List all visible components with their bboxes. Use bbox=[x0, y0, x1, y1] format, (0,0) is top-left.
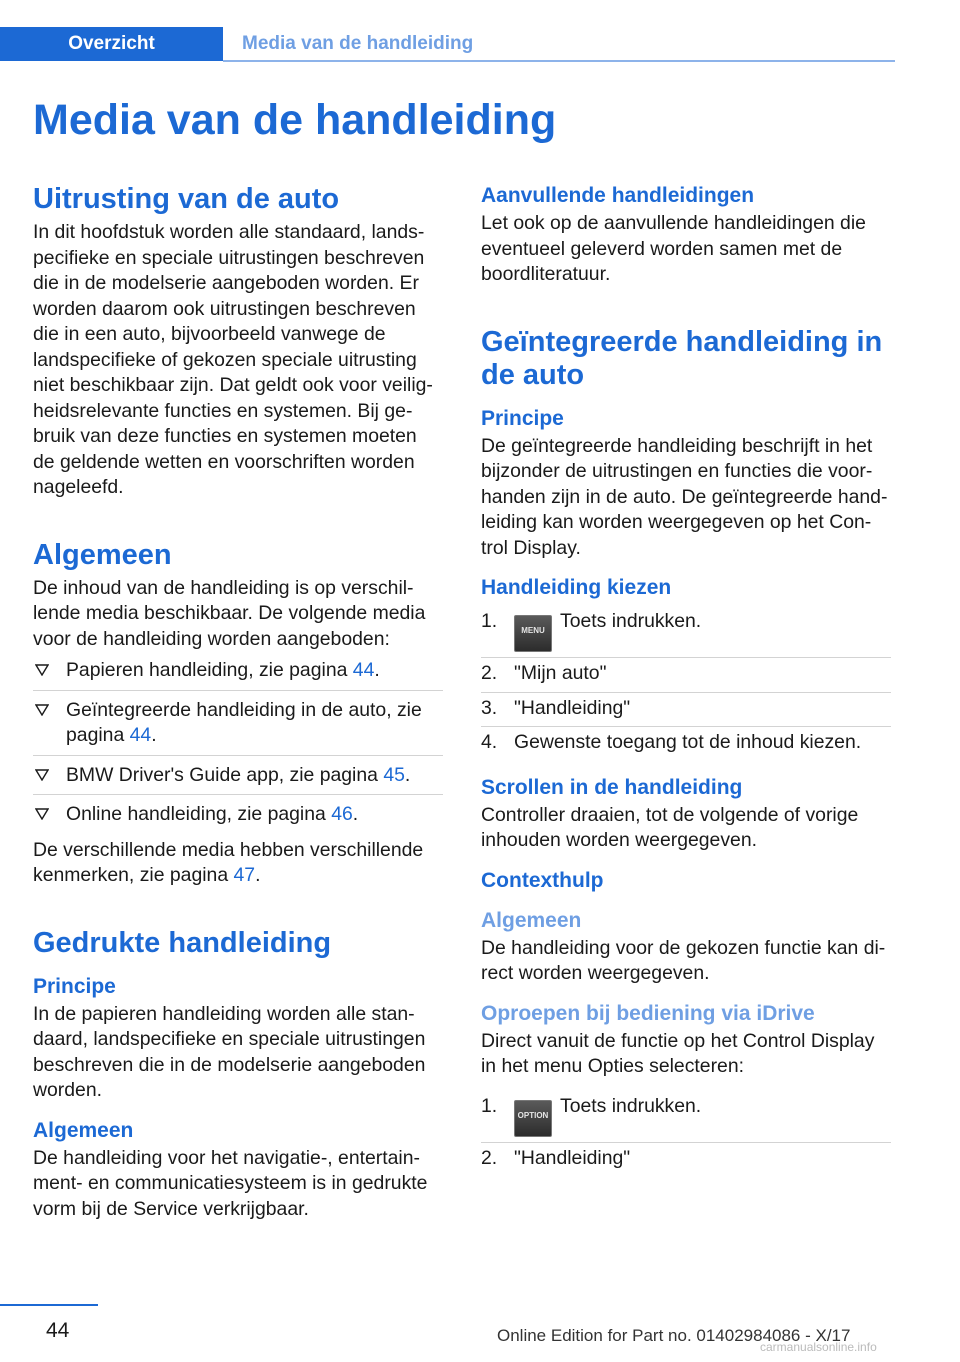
page-link[interactable]: 46 bbox=[331, 803, 353, 825]
header bbox=[0, 27, 895, 62]
left-column bbox=[33, 183, 443, 1222]
list-item bbox=[481, 696, 891, 728]
step-number: 1. bbox=[481, 1094, 498, 1117]
list-item bbox=[481, 1094, 891, 1143]
header-divider bbox=[223, 60, 895, 62]
subsection-body-algemeen: De handleiding voor het navigatie-, entertain-ment- en communicatiesysteem is in gedrukte vorm bij de Service verkrijgbaar. bbox=[33, 1146, 428, 1220]
list-item-text: Papieren handleiding, zie pagina bbox=[66, 659, 353, 681]
section-title-uitrusting: Uitrusting van de auto bbox=[33, 183, 340, 215]
subsection-title-principe: Principe bbox=[33, 974, 116, 998]
list-item-end: . bbox=[404, 763, 411, 786]
page-link[interactable]: 44 bbox=[129, 724, 152, 746]
list-item-end: . bbox=[151, 724, 157, 746]
subsection-title-contexthulp: Contexthulp bbox=[481, 868, 604, 892]
section-body-uitrusting: In dit hoofdstuk worden alle standaard, lands-pecifieke en speciale uitrustingen beschreven die in de modelserie aangeboden worden. Er worden daarom ook uitrustingen beschreven die in een auto, bijvoorbeeld vanwege de landspecifieke of gekozen speciale uitrusting niet beschikbaar zijn. Dat geldt ook voor veilig-heidsrelevante functies en systemen. Bij ge-bruik van deze functies en systemen moeten de geldende wetten en voorschriften worden nageleefd. bbox=[33, 221, 433, 498]
step-number: 1. bbox=[481, 610, 498, 632]
subsection-title-aanvullende: Aanvullende handleidingen bbox=[481, 184, 755, 207]
right-column bbox=[481, 183, 891, 1179]
list-item bbox=[33, 763, 443, 796]
step-number: 3. bbox=[481, 696, 498, 719]
tab-overzicht[interactable]: Overzicht bbox=[0, 27, 223, 61]
page-link[interactable]: 44 bbox=[352, 659, 375, 681]
subsection-title-scrollen: Scrollen in de handleiding bbox=[481, 775, 743, 799]
subsubsection-title-algemeen: Algemeen bbox=[481, 908, 582, 932]
step-number: 2. bbox=[481, 662, 498, 684]
list-item-text: BMW Driver's Guide app, zie pagina bbox=[66, 763, 384, 786]
step-text: Toets indrukken. bbox=[560, 1094, 702, 1117]
triangle-bullet-icon bbox=[35, 769, 49, 781]
triangle-bullet-icon bbox=[35, 704, 49, 716]
list-item bbox=[481, 1146, 891, 1177]
section-title-algemeen: Algemeen bbox=[33, 538, 172, 571]
list-item-end: . bbox=[352, 803, 359, 825]
section-title-geintegreerde: Geïntegreerde handleiding in de auto bbox=[481, 325, 883, 391]
triangle-bullet-icon bbox=[35, 808, 49, 820]
list-item bbox=[481, 730, 891, 761]
step-text: "Mijn auto" bbox=[514, 662, 607, 684]
edition-text: Online Edition for Part no. 01402984086 - X/17 bbox=[497, 1326, 851, 1345]
footer-divider bbox=[0, 1304, 98, 1306]
list-item-text: Geïntegreerde handleiding in de auto, zie pagina bbox=[66, 698, 422, 746]
subsection-body-principe: De geïntegreerde handleiding beschrijft in het bijzonder de uitrustingen en functies die voor-handen zijn in de auto. De geïntegreerde hand-leiding kan worden weergegeven op het Con-trol Display. bbox=[481, 434, 888, 559]
tab-media-van-de-handleiding[interactable]: Media van de handleiding bbox=[242, 33, 474, 54]
media-note-text: De verschillende media hebben verschillende kenmerken, zie pagina bbox=[33, 838, 424, 886]
subsubsection-body-algemeen: De handleiding voor de gekozen functie kan di-rect worden weergegeven. bbox=[481, 936, 886, 984]
step-text: "Handleiding" bbox=[514, 696, 631, 719]
section-title-gedrukte: Gedrukte handleiding bbox=[33, 926, 332, 959]
media-note bbox=[33, 838, 443, 889]
option-key-icon: OPTION bbox=[514, 1100, 552, 1137]
subsubsection-title-oproepen: Oproepen bij bediening via iDrive bbox=[481, 1001, 815, 1025]
section-body-algemeen: De inhoud van de handleiding is op verschil-lende media beschikbaar. De volgende media voor de handleiding worden aangeboden: bbox=[33, 576, 426, 650]
steps-list-kiezen bbox=[481, 609, 891, 761]
subsection-body-aanvullende: Let ook op de aanvullende handleidingen die eventueel geleverd worden samen met de boordliteratuur. bbox=[481, 212, 866, 285]
list-item bbox=[481, 661, 891, 693]
subsection-body-principe: In de papieren handleiding worden alle stan-daard, landspecifieke en speciale uitrustingen beschreven die in de modelserie aangeboden worden. bbox=[33, 1002, 426, 1101]
subsection-title-principe: Principe bbox=[481, 406, 564, 430]
subsection-title-handleiding-kiezen: Handleiding kiezen bbox=[481, 576, 672, 599]
list-item bbox=[33, 698, 443, 756]
menu-key-icon: MENU bbox=[514, 615, 552, 652]
page-title: Media van de handleiding bbox=[33, 96, 557, 144]
page-link[interactable]: 47 bbox=[233, 864, 256, 886]
steps-list-oproepen bbox=[481, 1094, 891, 1177]
step-number: 4. bbox=[481, 731, 498, 753]
list-item bbox=[33, 802, 443, 834]
list-item bbox=[33, 658, 443, 691]
media-list bbox=[33, 658, 443, 834]
list-item-end: . bbox=[374, 659, 380, 681]
step-text: "Handleiding" bbox=[514, 1146, 631, 1169]
step-text: Gewenste toegang tot de inhoud kiezen. bbox=[514, 731, 862, 753]
media-note-end: . bbox=[255, 864, 261, 886]
watermark: carmanualsonline.info bbox=[760, 1340, 877, 1354]
list-item-text: Online handleiding, zie pagina bbox=[66, 803, 332, 825]
subsection-body-scrollen: Controller draaien, tot de volgende of vorige inhouden worden weergegeven. bbox=[481, 803, 859, 851]
subsubsection-body-oproepen: Direct vanuit de functie op het Control Display in het menu Opties selecteren: bbox=[481, 1029, 875, 1077]
triangle-bullet-icon bbox=[35, 664, 49, 676]
list-item bbox=[481, 609, 891, 658]
step-text: Toets indrukken. bbox=[560, 610, 702, 632]
page-link[interactable]: 45 bbox=[383, 763, 405, 786]
step-number: 2. bbox=[481, 1146, 498, 1169]
page-number: 44 bbox=[46, 1319, 70, 1342]
subsection-title-algemeen: Algemeen bbox=[33, 1118, 134, 1142]
